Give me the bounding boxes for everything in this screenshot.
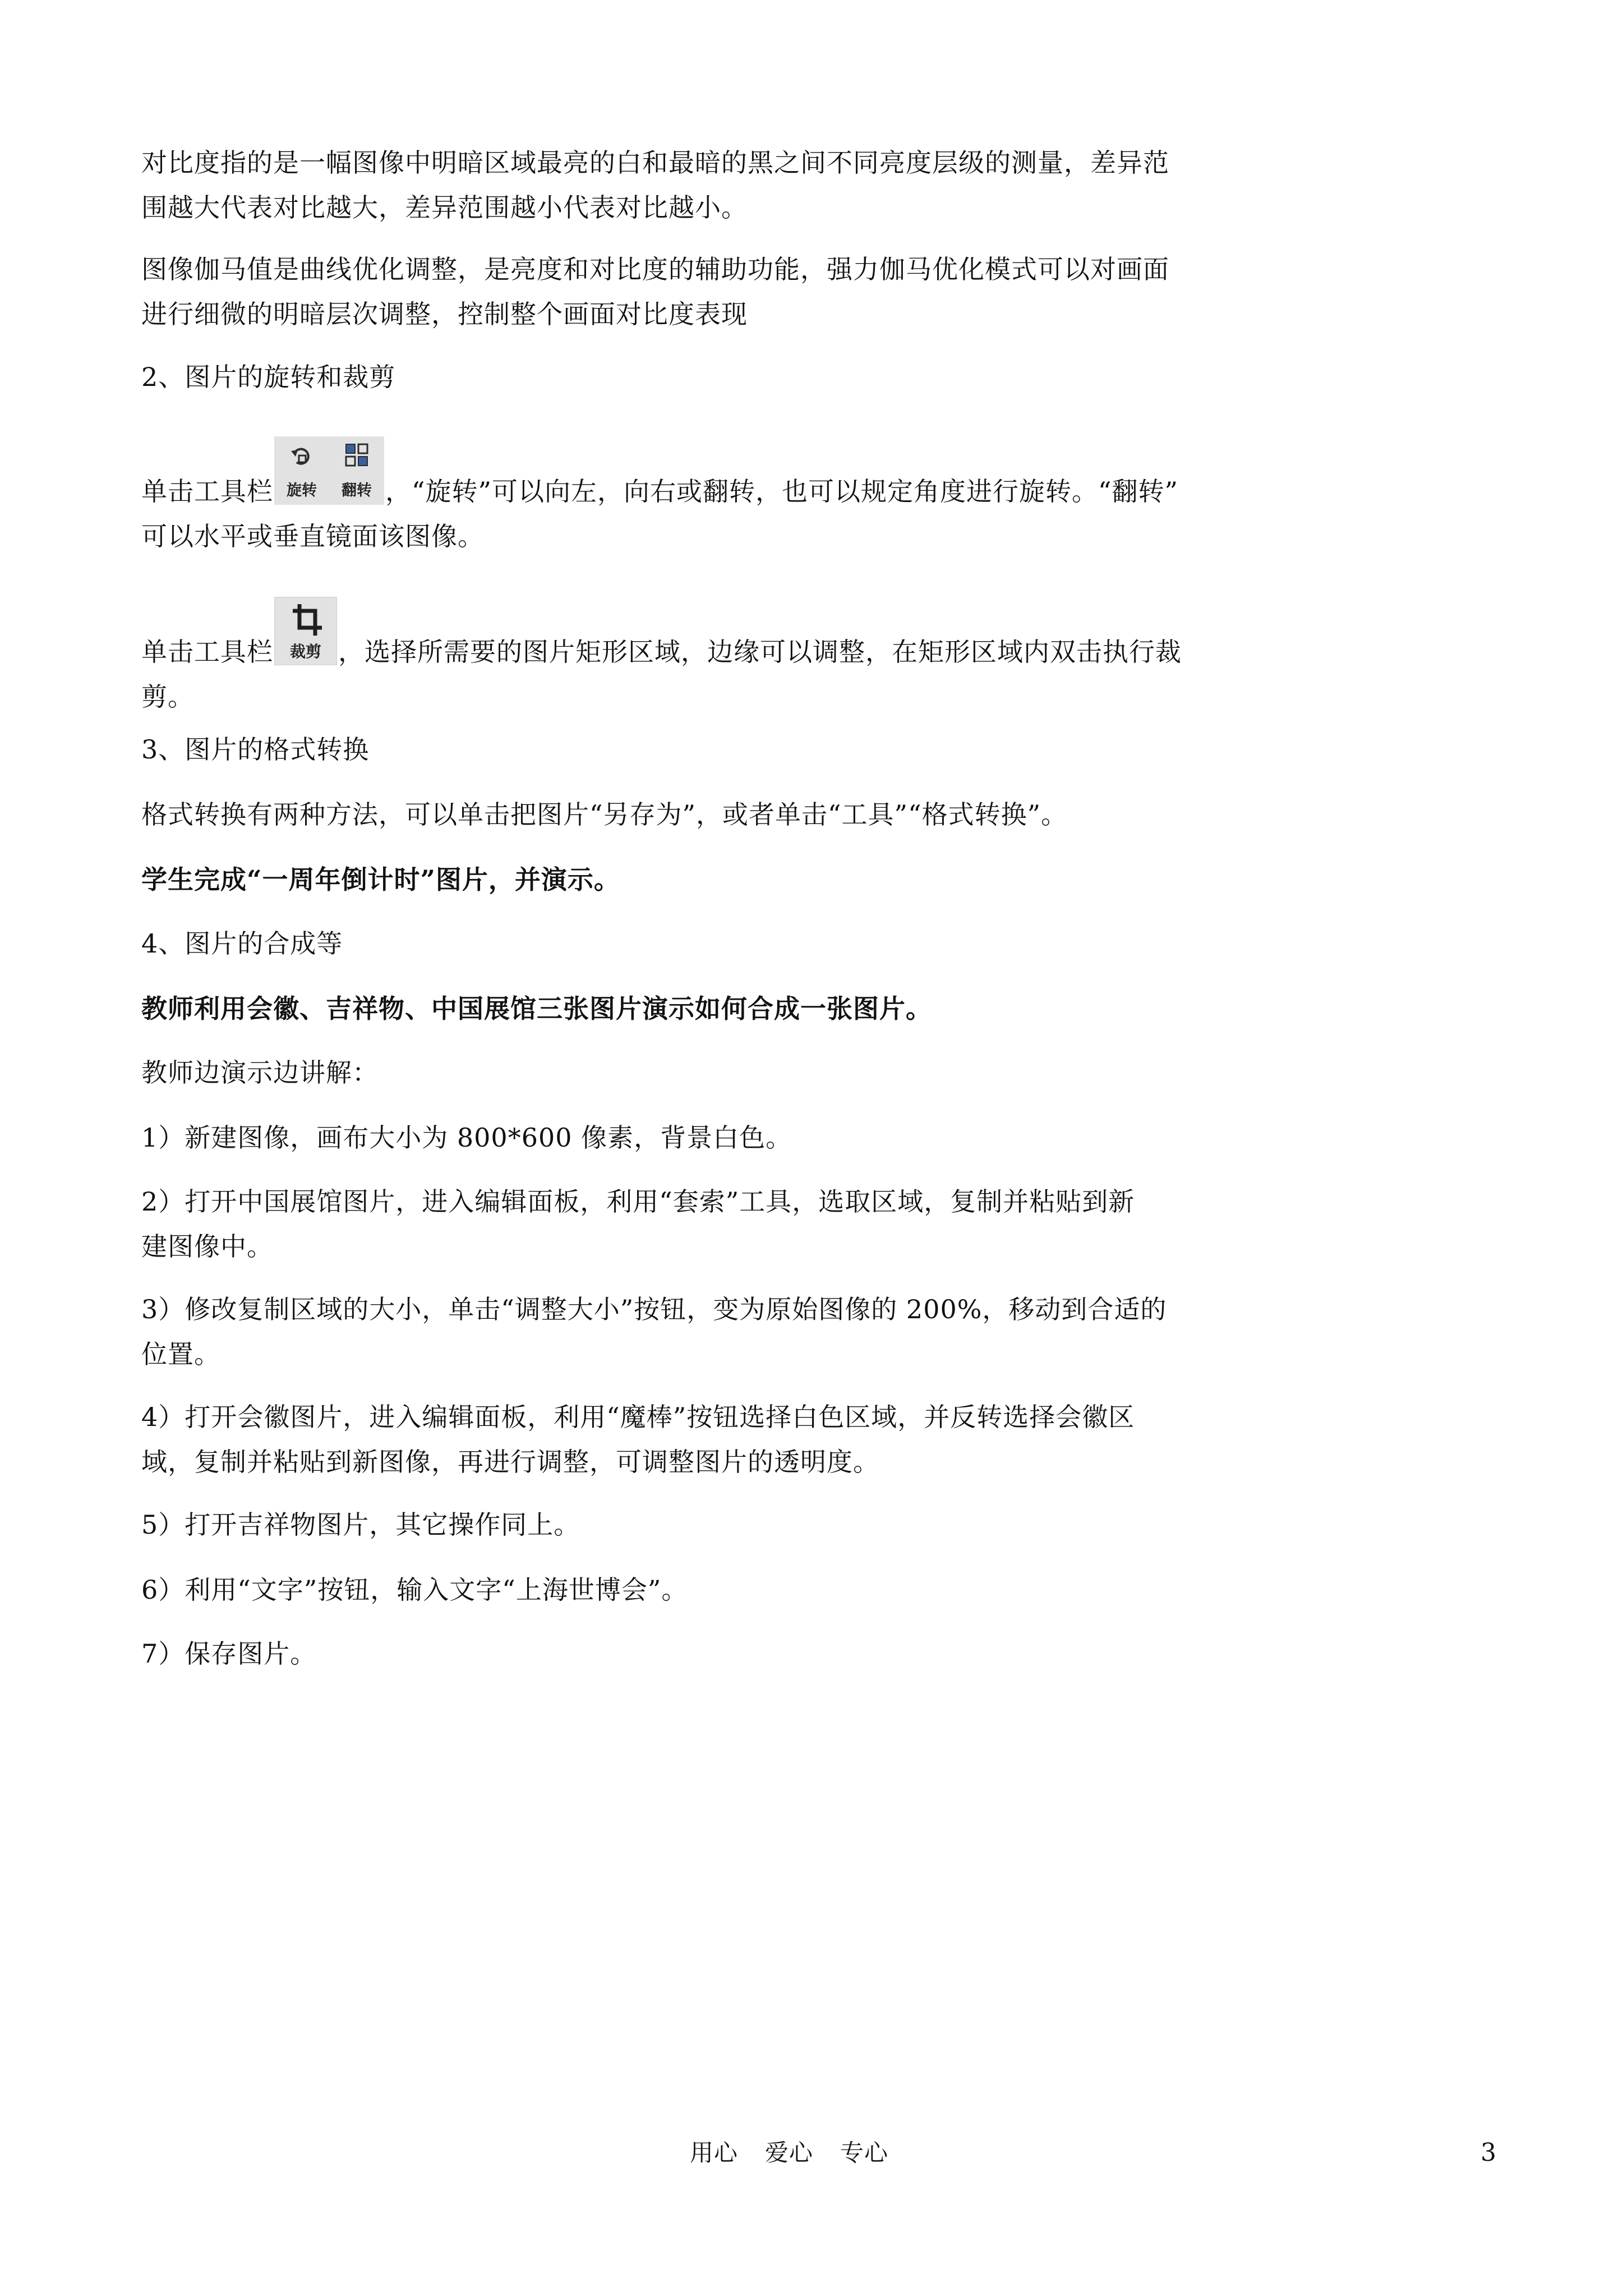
step-4 <box>141 1395 1269 1484</box>
crop-label: 裁剪 <box>289 642 321 661</box>
text-line: 2）打开中国展馆图片，进入编辑面板，利用“套索”工具，选取区域，复制并粘贴到新 <box>141 1186 1135 1217</box>
text-line: 剪。 <box>141 682 194 712</box>
step-7 <box>141 1631 1269 1676</box>
footer-motto: 用心 <box>690 2139 739 2166</box>
page-footer <box>690 2136 915 2170</box>
text-line: 3）修改复制区域的大小，单击“调整大小”按钮，变为原始图像的 200%，移动到合适的 <box>141 1294 1167 1324</box>
paragraph-teacher-explain <box>141 1050 1269 1095</box>
text-line: 3、图片的格式转换 <box>141 734 370 765</box>
rotate-icon <box>274 436 329 505</box>
text-line: 4）打开会徽图片，进入编辑面板，利用“魔棒”按钮选择白色区域，并反转选择会徽区 <box>141 1402 1135 1432</box>
text-line: 围越大代表对比越大，差异范围越小代表对比越小。 <box>141 192 748 223</box>
page-number: 3 <box>1481 2138 1496 2167</box>
text-run: 单击工具栏 <box>141 637 273 667</box>
flip-icon <box>329 436 384 505</box>
text-line: 可以水平或垂直镜面该图像。 <box>141 521 484 551</box>
text-line: 建图像中。 <box>141 1231 273 1262</box>
paragraph-crop <box>141 597 1269 719</box>
paragraph-teacher-demo <box>141 986 1269 1031</box>
step-1 <box>141 1115 1269 1160</box>
text-line: 6）利用“文字”按钮，输入文字“上海世博会”。 <box>141 1575 688 1605</box>
paragraph-gamma <box>141 247 1269 337</box>
flip-label: 翻转 <box>342 482 372 499</box>
paragraph-student-task <box>141 857 1269 902</box>
paragraph-rotate <box>141 436 1269 559</box>
text-line: 2、图片的旋转和裁剪 <box>141 362 396 392</box>
section-heading-format <box>141 727 1269 772</box>
text-line: 域，复制并粘贴到新图像，再进行调整，可调整图片的透明度。 <box>141 1447 879 1477</box>
text-run: 单击工具栏 <box>141 476 273 507</box>
rotate-flip-toolbar-image <box>274 436 384 505</box>
text-line: 1）新建图像，画布大小为 800*600 像素，背景白色。 <box>141 1122 792 1153</box>
text-line: 5）打开吉祥物图片，其它操作同上。 <box>141 1510 580 1540</box>
section-heading-rotate-crop <box>141 355 1269 399</box>
text-line <box>141 436 1269 514</box>
text-line: 图像伽马值是曲线优化调整，是亮度和对比度的辅助功能，强力伽马优化模式可以对画面 <box>141 254 1169 284</box>
rotate-label: 旋转 <box>287 482 317 499</box>
section-heading-compose <box>141 921 1269 966</box>
text-line: 进行细微的明暗层次调整，控制整个画面对比度表现 <box>141 299 748 329</box>
text-line: 4、图片的合成等 <box>141 928 343 959</box>
text-line: 学生完成“一周年倒计时”图片，并演示。 <box>141 864 620 895</box>
text-line: 对比度指的是一幅图像中明暗区域最亮的白和最暗的黑之间不同亮度层级的测量，差异范 <box>141 148 1169 178</box>
step-5 <box>141 1502 1269 1547</box>
text-line: 格式转换有两种方法，可以单击把图片“另存为”，或者单击“工具”“格式转换”。 <box>141 799 1068 830</box>
footer-motto: 爱心 <box>765 2139 814 2166</box>
step-6 <box>141 1567 1269 1612</box>
text-line: 教师边演示边讲解： <box>141 1057 379 1088</box>
text-line: 教师利用会徽、吉祥物、中国展馆三张图片演示如何合成一张图片。 <box>141 993 932 1024</box>
step-3 <box>141 1287 1269 1377</box>
text-line: 7）保存图片。 <box>141 1639 317 1669</box>
crop-toolbar-image <box>274 597 337 665</box>
text-line <box>141 597 1269 674</box>
paragraph-contrast <box>141 140 1269 230</box>
text-run: ，“旋转”可以向左，向右或翻转，也可以规定角度进行旋转。“翻转” <box>385 476 1179 507</box>
text-run: ，选择所需要的图片矩形区域，边缘可以调整，在矩形区域内双击执行裁 <box>338 637 1182 667</box>
text-line: 位置。 <box>141 1339 220 1369</box>
footer-motto: 专心 <box>840 2139 889 2166</box>
step-2 <box>141 1179 1269 1269</box>
paragraph-format <box>141 792 1269 837</box>
crop-icon <box>292 603 323 638</box>
